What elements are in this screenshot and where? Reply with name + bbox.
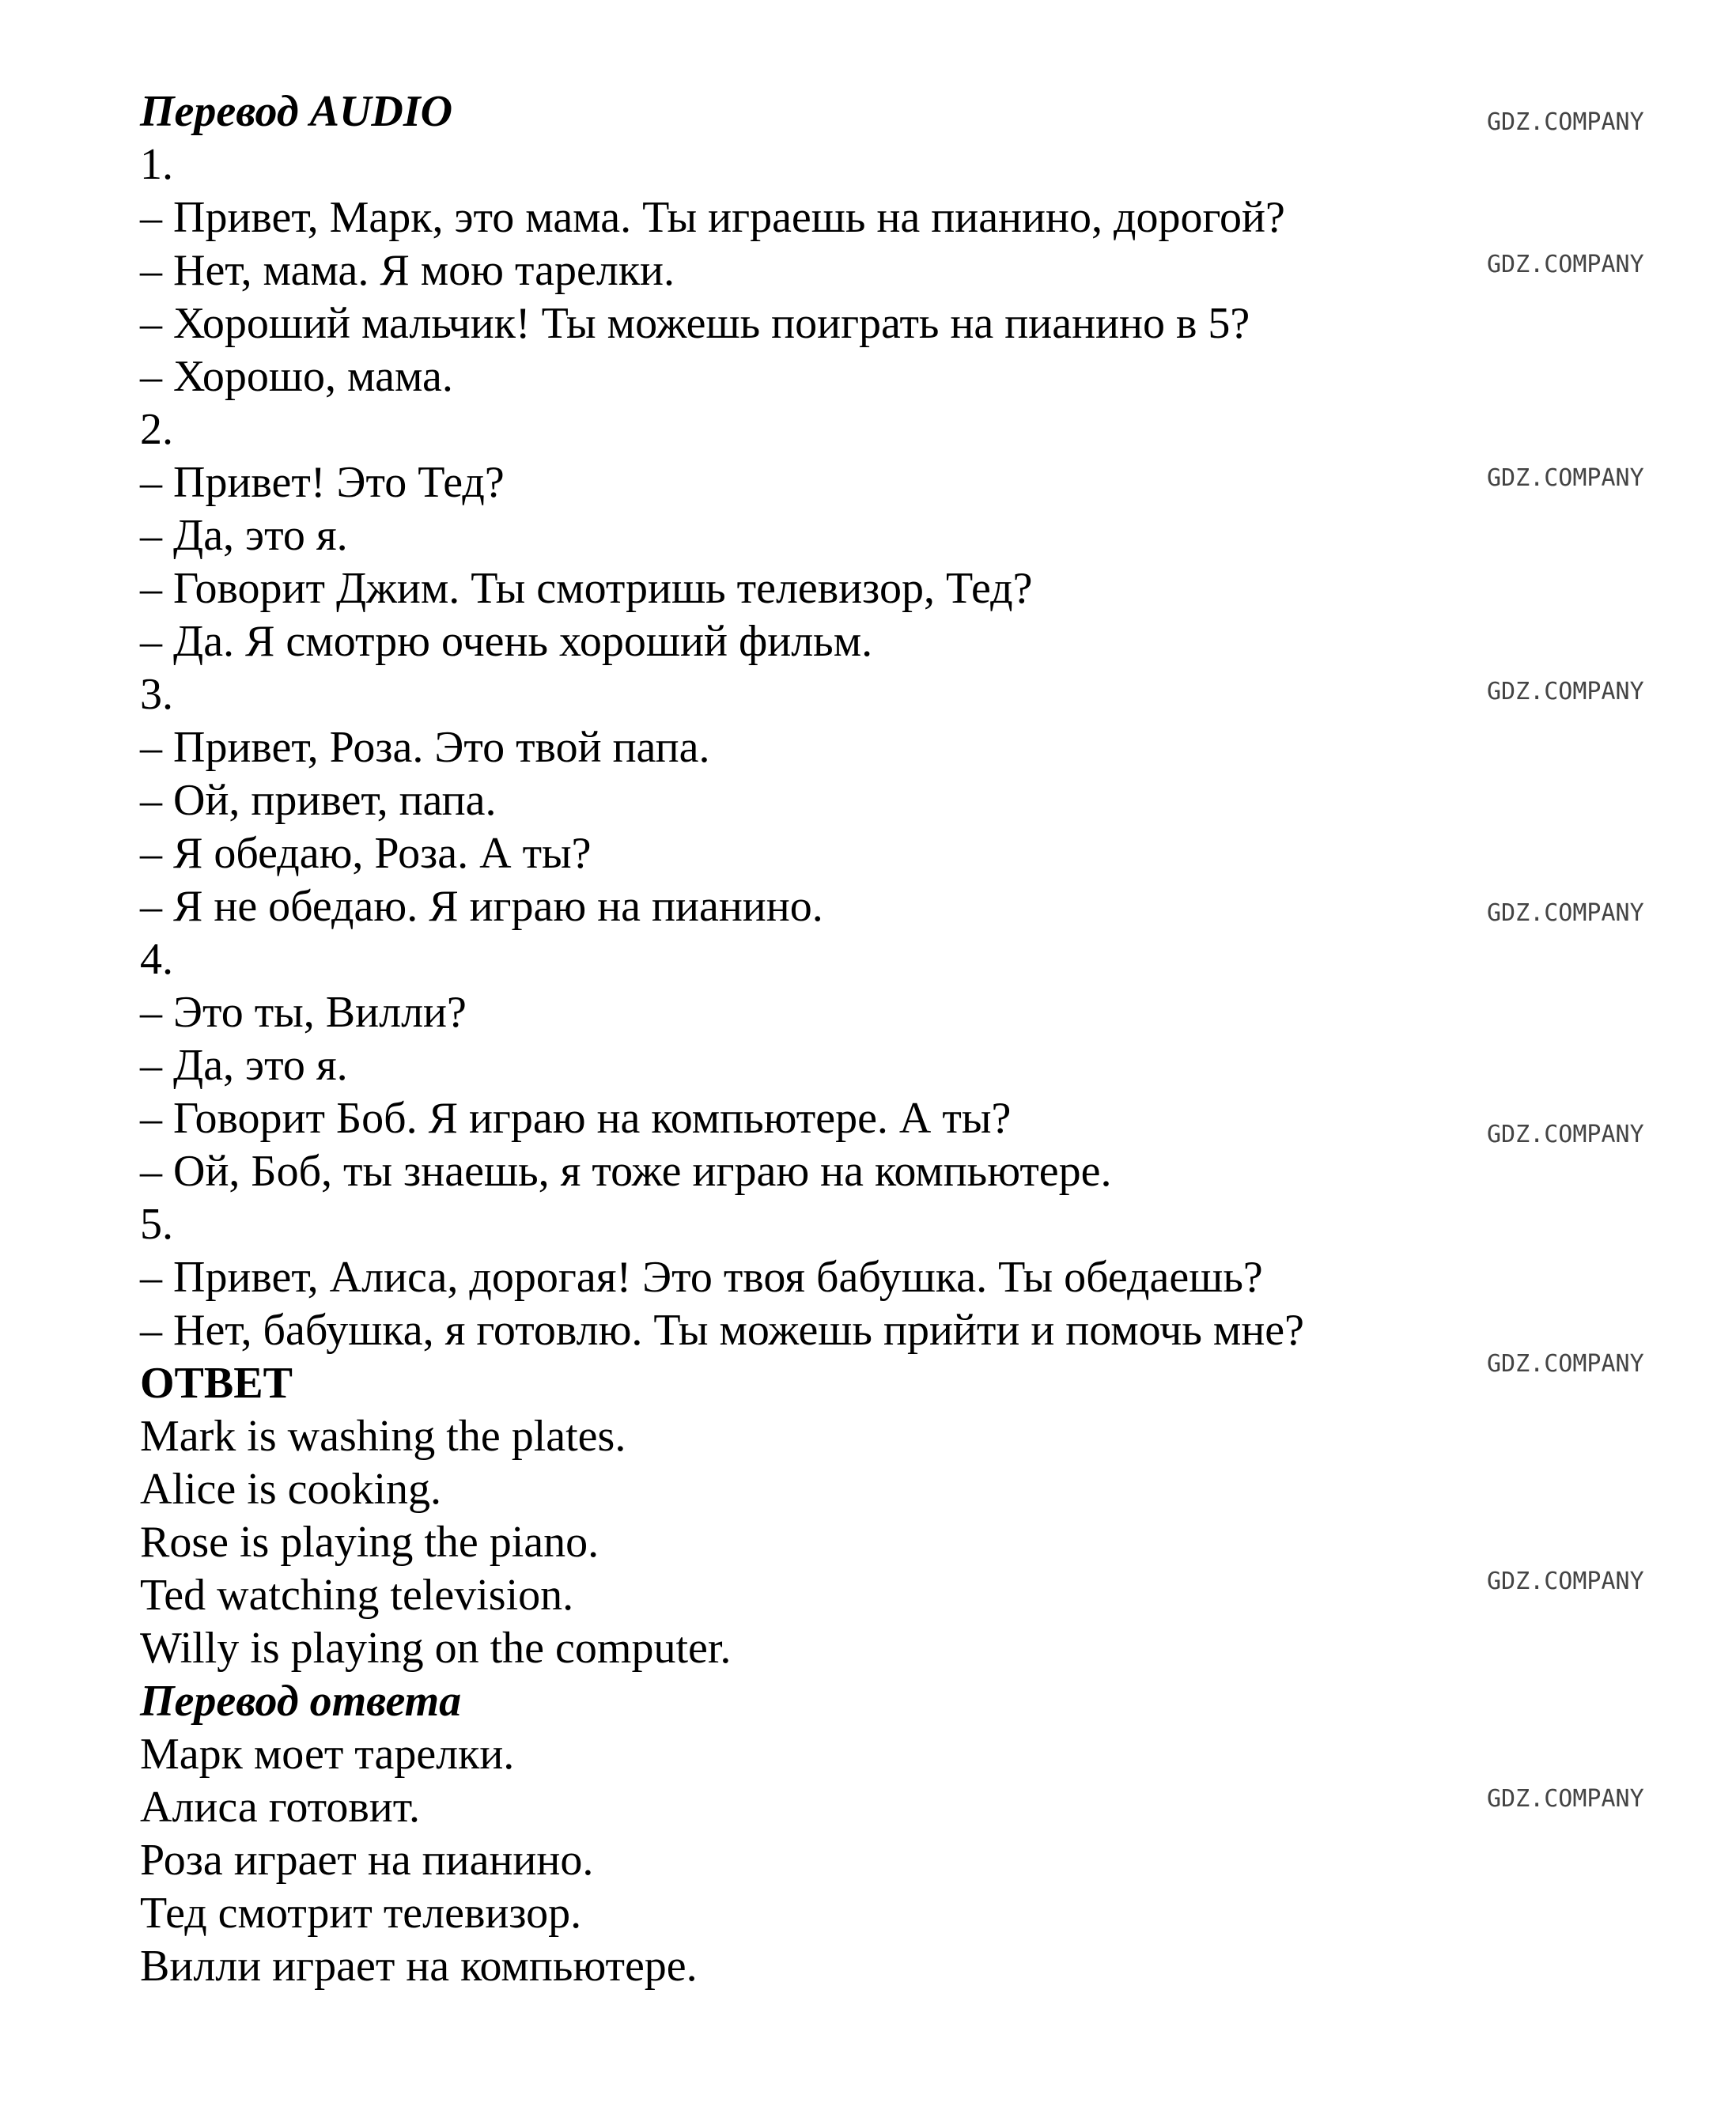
dialogue-line: – Это ты, Вилли?	[140, 988, 467, 1037]
dialogue-line: – Да, это я.	[140, 1041, 348, 1090]
dialogue-line: – Хороший мальчик! Ты можешь поиграть на пианино в 5?	[140, 299, 1250, 348]
dialogue-line: – Говорит Боб. Я играю на компьютере. А ты?	[140, 1094, 1012, 1143]
dialogue-line: – Хорошо, мама.	[140, 352, 453, 401]
answer-heading: ОТВЕТ	[140, 1359, 293, 1408]
dialogue-line: – Привет, Алиса, дорогая! Это твоя бабушка. Ты обедаешь?	[140, 1253, 1263, 1302]
watermark: GDZ.COMPANY	[1487, 678, 1644, 705]
dialogue-line: – Говорит Джим. Ты смотришь телевизор, Тед?	[140, 564, 1033, 613]
translation-line: Марк моет тарелки.	[140, 1730, 515, 1779]
watermark: GDZ.COMPANY	[1487, 1121, 1644, 1148]
watermark: GDZ.COMPANY	[1487, 1785, 1644, 1813]
answer-line: Ted watching television.	[140, 1571, 574, 1620]
dialogue-line: – Нет, бабушка, я готовлю. Ты можешь прийти и помочь мне?	[140, 1306, 1304, 1355]
answer-line: Alice is cooking.	[140, 1465, 442, 1514]
translation-line: Тед смотрит телевизор.	[140, 1889, 582, 1938]
watermark: GDZ.COMPANY	[1487, 899, 1644, 927]
answer-line: Rose is playing the piano.	[140, 1518, 599, 1567]
document	[140, 85, 1304, 1993]
dialogue-line: – Ой, привет, папа.	[140, 776, 497, 825]
dialogue-line: – Нет, мама. Я мою тарелки.	[140, 246, 675, 295]
watermark: GDZ.COMPANY	[1487, 464, 1644, 492]
dialogue-number: 4.	[140, 935, 173, 984]
watermark: GDZ.COMPANY	[1487, 251, 1644, 278]
dialogue-number: 5.	[140, 1200, 173, 1249]
dialogue-line: – Да. Я смотрю очень хороший фильм.	[140, 617, 873, 666]
translation-line: Роза играет на пианино.	[140, 1836, 594, 1885]
dialogue-line: – Да, это я.	[140, 511, 348, 560]
dialogue-line: – Привет, Роза. Это твой папа.	[140, 723, 710, 772]
dialogue-line: – Привет, Марк, это мама. Ты играешь на пианино, дорогой?	[140, 193, 1285, 242]
answer-line: Willy is playing on the computer.	[140, 1624, 732, 1673]
dialogue-number: 1.	[140, 140, 173, 189]
translation-line: Вилли играет на компьютере.	[140, 1942, 698, 1991]
translation-heading: Перевод ответа	[140, 1677, 462, 1726]
watermark: GDZ.COMPANY	[1487, 1350, 1644, 1378]
dialogue-number: 2.	[140, 405, 173, 454]
dialogue-line: – Ой, Боб, ты знаешь, я тоже играю на компьютере.	[140, 1147, 1112, 1196]
dialogue-line: – Я обедаю, Роза. А ты?	[140, 829, 592, 878]
dialogue-number: 3.	[140, 670, 173, 719]
watermark: GDZ.COMPANY	[1487, 108, 1644, 136]
dialogue-line: – Я не обедаю. Я играю на пианино.	[140, 882, 823, 931]
dialogue-line: – Привет! Это Тед?	[140, 458, 505, 507]
answer-line: Mark is washing the plates.	[140, 1412, 626, 1461]
page-title: Перевод AUDIO	[140, 87, 453, 136]
translation-line: Алиса готовит.	[140, 1783, 420, 1832]
watermark: GDZ.COMPANY	[1487, 1568, 1644, 1595]
